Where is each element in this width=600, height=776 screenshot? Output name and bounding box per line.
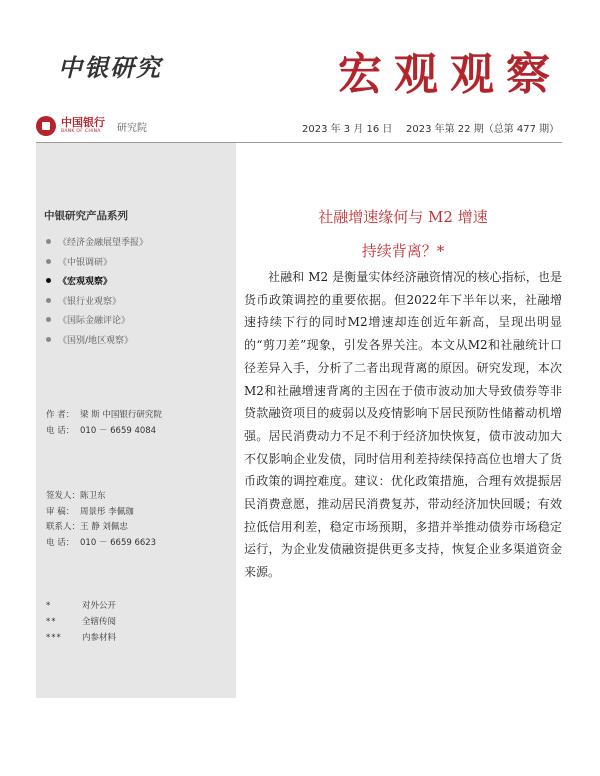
- report-series-title: 宏观观察: [338, 49, 562, 100]
- product-item: [46, 232, 148, 252]
- signoff-contact: [46, 489, 156, 551]
- bullet-icon: [46, 278, 51, 283]
- product-label: 《宏观观察》: [58, 277, 113, 288]
- bullet-icon: [46, 239, 51, 244]
- issue-number: 2023 年第 22 期（总第 477 期）: [406, 124, 560, 135]
- signer-label: 签发人：: [46, 491, 81, 501]
- product-item: [46, 310, 148, 330]
- product-label: 《经济金融展望季报》: [58, 238, 149, 249]
- article-title-line1: 社融增速缘何与 M2 增速: [318, 208, 488, 226]
- phone-value: 010 － 6659 4084: [80, 425, 157, 436]
- classification-stars: **: [46, 617, 57, 627]
- classification-row: [46, 630, 116, 646]
- contact-label: 联系人：: [46, 522, 81, 532]
- product-label: 《银行业观察》: [58, 296, 122, 307]
- signer-value: 陈卫东: [80, 491, 106, 501]
- classification-stars: *: [46, 601, 52, 611]
- article-abstract: 社融和 M2 是衡量实体经济融资情况的核心指标，也是货币政策调控的重要依据。但2022年下半年以来，社融增速持续下行的同时M2增速却连创近年新高，呈现出明显的“剪刀差”现象，引发各界关注。本文从M2和社融统计口径差异入手，分析了二者出现背离的原因。研究发现，本次M2和社融增速背离的主因在于债市波动加大导致债券等非贷款融资项目的疲弱以及疫情影响下居民预防性储蓄动机增强。居民消费动力不足不利于经济加快恢复，债市波动加大不仅影响企业发债，同时信用利差持续保持高位也增大了货币政策的调控难度。建议：优化政策措施，合理有效提振居民消费意愿，推动居民消费复苏，带动经济加快回暖；有效拉低信用利差，稳定市场预期，多措并举推动债券市场稳定运行，为企业发债融资提供更多支持，恢复企业多渠道资金来源。: [244, 270, 562, 580]
- phone-label: 电 话：: [46, 425, 75, 436]
- product-item-active: [46, 271, 148, 291]
- bullet-icon: [46, 337, 51, 342]
- classification-label: 对外公开: [82, 601, 117, 611]
- product-item: [46, 252, 148, 272]
- classification-row: [46, 598, 116, 614]
- contact-value: 王 静 刘佩忠: [80, 522, 128, 532]
- product-list: [46, 232, 148, 349]
- classification-label: 全辖传阅: [82, 617, 117, 627]
- product-item: [46, 330, 148, 350]
- product-item: [46, 291, 148, 311]
- bullet-icon: [46, 298, 51, 303]
- department-label: 研究院: [117, 122, 147, 134]
- author-value: 梁 斯 中国银行研究院: [80, 410, 162, 420]
- classification-row: [46, 614, 116, 630]
- bank-name-cn: 中国银行: [61, 116, 105, 130]
- author-contact: [46, 408, 162, 439]
- classification-legend: [46, 598, 116, 646]
- product-label: 《中银调研》: [58, 257, 113, 268]
- author-label: 作 者：: [46, 410, 75, 420]
- publication-date: 2023 年 3 月 16 日: [302, 124, 393, 135]
- product-series-heading: 中银研究产品系列: [44, 210, 128, 222]
- calligraphy-logo: 中银研究: [58, 53, 162, 82]
- classification-label: 内参材料: [82, 633, 117, 643]
- reviewer-label: 审 稿：: [46, 506, 75, 517]
- bank-of-china-emblem-icon: [36, 116, 56, 136]
- product-label: 《国际金融评论》: [58, 316, 131, 327]
- phone-value: 010 － 6659 6623: [80, 537, 157, 548]
- bullet-icon: [46, 317, 51, 322]
- article-title-line2: 持续背离？*: [361, 242, 445, 260]
- bank-name-en: BANK OF CHINA: [61, 129, 101, 135]
- product-label: 《国别/地区观察》: [58, 335, 134, 346]
- classification-stars: ***: [46, 633, 62, 643]
- bullet-icon: [46, 259, 51, 264]
- bank-logo: [36, 113, 147, 139]
- phone-label: 电 话：: [46, 537, 75, 548]
- reviewer-value: 周景彤 李佩珈: [80, 506, 134, 517]
